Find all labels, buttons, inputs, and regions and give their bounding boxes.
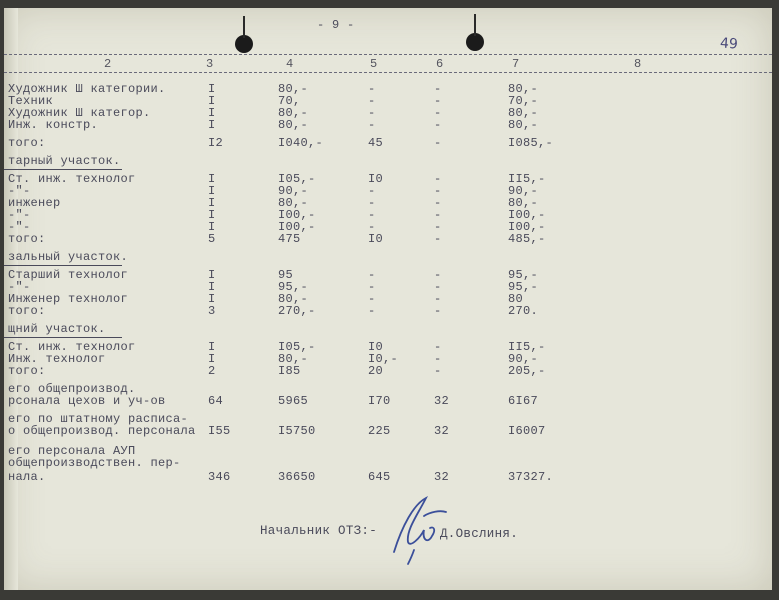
- cell-col5: -: [368, 196, 376, 210]
- cell-col3: I2: [208, 136, 224, 150]
- signature-name: Д.Овслиня.: [440, 527, 519, 541]
- cell-col4: 475: [278, 232, 301, 246]
- cell-col3: 5: [208, 232, 216, 246]
- header-rule-top: [4, 54, 772, 55]
- cell-col5: I0,-: [368, 352, 399, 366]
- cell-col7: I6007: [508, 424, 546, 438]
- column-header-2: 2: [104, 57, 112, 71]
- cell-col4: 5965: [278, 394, 309, 408]
- cell-col5: 225: [368, 424, 391, 438]
- row-label: щний участок.: [8, 322, 106, 336]
- cell-col6: -: [434, 364, 442, 378]
- cell-col7: 205,-: [508, 364, 546, 378]
- cell-col3: I: [208, 172, 216, 186]
- cell-col5: I0: [368, 172, 384, 186]
- cell-col4: 80,-: [278, 292, 309, 306]
- cell-col6: -: [434, 172, 442, 186]
- cell-col7: I00,-: [508, 220, 546, 234]
- cell-col7: 270.: [508, 304, 539, 318]
- cell-col3: I: [208, 280, 216, 294]
- cell-col4: 70,: [278, 94, 301, 108]
- row-label: Техник: [8, 94, 54, 108]
- row-label: -"-: [8, 220, 31, 234]
- column-header-6: 6: [436, 57, 444, 71]
- cell-col6: -: [434, 220, 442, 234]
- cell-col4: 80,-: [278, 106, 309, 120]
- cell-col4: 80,-: [278, 352, 309, 366]
- cell-col3: I: [208, 184, 216, 198]
- cell-col4: I00,-: [278, 208, 316, 222]
- cell-col7: 95,-: [508, 268, 539, 282]
- cell-col5: I0: [368, 340, 384, 354]
- cell-col3: 3: [208, 304, 216, 318]
- row-label: тарный участок.: [8, 154, 121, 168]
- row-label: -"-: [8, 208, 31, 222]
- cell-col7: II5,-: [508, 340, 546, 354]
- row-label: -"-: [8, 280, 31, 294]
- cell-col5: -: [368, 94, 376, 108]
- cell-col5: -: [368, 208, 376, 222]
- cell-col6: -: [434, 196, 442, 210]
- cell-col6: -: [434, 304, 442, 318]
- binder-pin-left: [243, 16, 245, 38]
- cell-col4: I00,-: [278, 220, 316, 234]
- cell-col5: -: [368, 106, 376, 120]
- cell-col4: 36650: [278, 470, 316, 484]
- cell-col3: 346: [208, 470, 231, 484]
- cell-col3: I: [208, 196, 216, 210]
- row-label: Художник Ш категории.: [8, 82, 166, 96]
- cell-col4: 95: [278, 268, 294, 282]
- cell-col4: I85: [278, 364, 301, 378]
- cell-col6: 32: [434, 470, 450, 484]
- cell-col4: 80,-: [278, 118, 309, 132]
- row-label: Ст. инж. технолог: [8, 340, 136, 354]
- cell-col5: I0: [368, 232, 384, 246]
- cell-col5: 20: [368, 364, 384, 378]
- cell-col3: I: [208, 208, 216, 222]
- cell-col3: I: [208, 118, 216, 132]
- section-underline: [4, 169, 122, 170]
- row-label: Инженер технолог: [8, 292, 129, 306]
- cell-col4: 80,-: [278, 196, 309, 210]
- cell-col4: 95,-: [278, 280, 309, 294]
- cell-col7: 70,-: [508, 94, 539, 108]
- cell-col3: 2: [208, 364, 216, 378]
- row-label: рсонала цехов и уч-ов: [8, 394, 166, 408]
- row-label: того:: [8, 364, 46, 378]
- section-underline: [4, 265, 122, 266]
- cell-col5: 645: [368, 470, 391, 484]
- handwritten-page-number: 49: [719, 35, 739, 53]
- cell-col6: -: [434, 82, 442, 96]
- cell-col6: -: [434, 268, 442, 282]
- cell-col7: 37327.: [508, 470, 554, 484]
- cell-col7: II5,-: [508, 172, 546, 186]
- cell-col7: 80,-: [508, 118, 539, 132]
- cell-col5: I70: [368, 394, 391, 408]
- document-page: [4, 8, 772, 590]
- row-label: Старший технолог: [8, 268, 129, 282]
- row-label: Инж. констр.: [8, 118, 99, 132]
- cell-col4: 90,-: [278, 184, 309, 198]
- cell-col3: I: [208, 82, 216, 96]
- cell-col6: -: [434, 106, 442, 120]
- cell-col7: 80: [508, 292, 524, 306]
- page-number: - 9 -: [317, 18, 355, 32]
- cell-col3: I: [208, 220, 216, 234]
- cell-col4: I05,-: [278, 172, 316, 186]
- row-label: общепроизводствен. пер-: [8, 456, 181, 470]
- handwritten-signature: [384, 486, 464, 566]
- cell-col5: -: [368, 292, 376, 306]
- row-label: зальный участок.: [8, 250, 129, 264]
- cell-col7: I00,-: [508, 208, 546, 222]
- cell-col3: I: [208, 268, 216, 282]
- row-label: -"-: [8, 184, 31, 198]
- signature-title: Начальник ОТЗ:-: [260, 524, 378, 538]
- cell-col5: -: [368, 118, 376, 132]
- row-label: Художник Ш категор.: [8, 106, 151, 120]
- cell-col3: I: [208, 94, 216, 108]
- row-label: того:: [8, 232, 46, 246]
- cell-col7: I085,-: [508, 136, 554, 150]
- row-label: Ст. инж. технолог: [8, 172, 136, 186]
- row-label: нала.: [8, 470, 46, 484]
- cell-col7: 80,-: [508, 196, 539, 210]
- cell-col4: I040,-: [278, 136, 324, 150]
- cell-col4: I5750: [278, 424, 316, 438]
- cell-col5: -: [368, 304, 376, 318]
- header-rule-bottom: [4, 72, 772, 73]
- row-label: Инж. технолог: [8, 352, 106, 366]
- column-header-7: 7: [512, 57, 520, 71]
- row-label: того:: [8, 304, 46, 318]
- cell-col3: I: [208, 292, 216, 306]
- cell-col3: I55: [208, 424, 231, 438]
- cell-col6: -: [434, 352, 442, 366]
- cell-col6: 32: [434, 424, 450, 438]
- cell-col5: 45: [368, 136, 384, 150]
- cell-col5: -: [368, 280, 376, 294]
- row-label: инженер: [8, 196, 61, 210]
- cell-col7: 95,-: [508, 280, 539, 294]
- row-label: о общепроизвод. персонала: [8, 424, 196, 438]
- cell-col6: -: [434, 184, 442, 198]
- row-label: его общепроизвод.: [8, 382, 136, 396]
- row-label: его персонала АУП: [8, 444, 136, 458]
- column-header-4: 4: [286, 57, 294, 71]
- cell-col7: 90,-: [508, 184, 539, 198]
- cell-col6: 32: [434, 394, 450, 408]
- cell-col4: I05,-: [278, 340, 316, 354]
- cell-col4: 80,-: [278, 82, 309, 96]
- cell-col3: I: [208, 340, 216, 354]
- cell-col6: -: [434, 208, 442, 222]
- cell-col5: -: [368, 82, 376, 96]
- binder-pin-right: [474, 14, 476, 36]
- column-header-3: 3: [206, 57, 214, 71]
- cell-col5: -: [368, 268, 376, 282]
- cell-col4: 270,-: [278, 304, 316, 318]
- column-header-5: 5: [370, 57, 378, 71]
- cell-col7: 485,-: [508, 232, 546, 246]
- cell-col3: 64: [208, 394, 224, 408]
- cell-col6: -: [434, 94, 442, 108]
- cell-col6: -: [434, 340, 442, 354]
- column-header-8: 8: [634, 57, 642, 71]
- cell-col7: 80,-: [508, 82, 539, 96]
- cell-col7: 6I67: [508, 394, 539, 408]
- row-label: его по штатному расписа-: [8, 412, 189, 426]
- cell-col6: -: [434, 136, 442, 150]
- cell-col5: -: [368, 184, 376, 198]
- section-underline: [4, 337, 122, 338]
- cell-col6: -: [434, 280, 442, 294]
- cell-col7: 90,-: [508, 352, 539, 366]
- cell-col6: -: [434, 232, 442, 246]
- cell-col6: -: [434, 292, 442, 306]
- cell-col6: -: [434, 118, 442, 132]
- cell-col3: I: [208, 106, 216, 120]
- row-label: того:: [8, 136, 46, 150]
- cell-col3: I: [208, 352, 216, 366]
- cell-col7: 80,-: [508, 106, 539, 120]
- cell-col5: -: [368, 220, 376, 234]
